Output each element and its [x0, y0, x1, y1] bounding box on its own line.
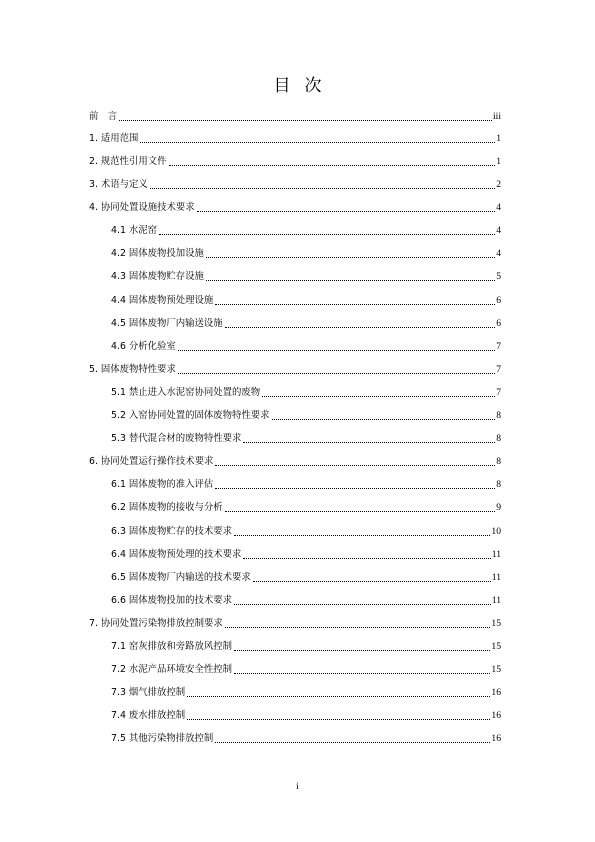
toc-entry-4-5[interactable]	[111, 316, 501, 332]
toc-entry-4[interactable]	[89, 200, 501, 216]
toc-entry-label: 前 言	[89, 111, 118, 122]
toc-entry-7[interactable]	[89, 616, 501, 632]
dot-leader	[169, 165, 496, 166]
toc-entry-7-2[interactable]	[111, 662, 501, 678]
toc-entry-4-2[interactable]	[111, 246, 501, 262]
toc-entry-6-3[interactable]	[111, 524, 501, 540]
toc-entry-5[interactable]	[89, 362, 501, 378]
toc-entry-label: 4.5 固体废物厂内输送设施	[111, 318, 223, 329]
toc-entry-label: 4.2 固体废物投加设施	[111, 248, 204, 259]
toc-entry-label: 5. 固体废物特性要求	[89, 364, 176, 375]
toc-page-number: 15	[491, 641, 501, 652]
dot-leader	[272, 419, 496, 420]
toc-entry-label: 6.4 固体废物预处理的技术要求	[111, 549, 242, 560]
toc-entry-label: 2. 规范性引用文件	[89, 156, 167, 167]
toc-entry-label: 5.3 替代混合材的废物特性要求	[111, 433, 242, 444]
toc-page-number: 1	[496, 156, 501, 167]
toc-entry-label: 4.6 分析化验室	[111, 341, 176, 352]
toc-page-number: 7	[496, 387, 501, 398]
toc-page-number: 15	[491, 664, 501, 675]
dot-leader	[225, 627, 491, 628]
toc-entry-label: 6. 协同处置运行操作技术要求	[89, 456, 214, 467]
toc-entry-label: 7.1 窑灰排放和旁路放风控制	[111, 641, 233, 652]
dot-leader	[234, 604, 491, 605]
dot-leader	[243, 442, 495, 443]
toc-entry-6-6[interactable]	[111, 593, 501, 609]
dot-leader	[234, 650, 490, 651]
toc-entry-label: 3. 术语与定义	[89, 179, 148, 190]
toc-page-number: 15	[491, 618, 501, 629]
toc-page-number: 8	[496, 410, 501, 421]
page-title: 目次	[273, 76, 336, 96]
toc-page-number: 4	[496, 202, 501, 213]
toc-entry-label: 7.3 烟气排放控制	[111, 687, 186, 698]
toc-page-number: 8	[496, 456, 501, 467]
dot-leader	[140, 142, 495, 143]
toc-page-number: 10	[491, 526, 501, 537]
toc-entry-3[interactable]	[89, 177, 501, 193]
dot-leader	[215, 488, 495, 489]
toc-entry-6[interactable]	[89, 454, 501, 470]
toc-entry-7-3[interactable]	[111, 685, 501, 701]
toc-entry-7-5[interactable]	[111, 731, 501, 747]
toc-entry-label: 7. 协同处置污染物排放控制要求	[89, 618, 223, 629]
dot-leader	[119, 120, 492, 121]
toc-entry-5-1[interactable]	[111, 385, 501, 401]
dot-leader	[206, 257, 495, 258]
toc-entry-4-4[interactable]	[111, 293, 501, 309]
toc-page-number: 8	[496, 479, 501, 490]
toc-page-number: 16	[491, 710, 501, 721]
toc-page-number: 1	[496, 133, 501, 144]
toc-entry-label: 4.4 固体废物预处理设施	[111, 295, 214, 306]
toc-entry-2[interactable]	[89, 154, 501, 170]
toc-page-number: 6	[496, 295, 501, 306]
toc-entry-label: 4.3 固体废物贮存设施	[111, 271, 204, 282]
toc-entry-6-1[interactable]	[111, 477, 501, 493]
dot-leader	[159, 234, 495, 235]
toc-page-number: 7	[496, 341, 501, 352]
dot-leader	[243, 558, 490, 559]
toc-entry-4-6[interactable]	[111, 339, 501, 355]
toc-page-number: 2	[496, 179, 501, 190]
toc-entry-label: 1. 适用范围	[89, 133, 139, 144]
toc-entry-5-2[interactable]	[111, 408, 501, 424]
toc-entry-label: 5.2 入窑协同处置的固体废物特性要求	[111, 410, 270, 421]
toc-entry-label: 5.1 禁止进入水泥窑协同处置的废物	[111, 387, 261, 398]
toc-page-number: 11	[491, 595, 501, 606]
page-footer-number: i	[296, 781, 299, 792]
dot-leader	[187, 696, 490, 697]
toc-entry-7-1[interactable]	[111, 639, 501, 655]
dot-leader	[253, 581, 491, 582]
toc-page-number: 6	[496, 318, 501, 329]
toc-page-number: 11	[491, 549, 501, 560]
toc-page-number: 4	[496, 225, 501, 236]
toc-entry-label: 6.5 固体废物厂内输送的技术要求	[111, 572, 251, 583]
dot-leader	[197, 211, 496, 212]
toc-entry-1[interactable]	[89, 131, 501, 147]
toc-entry-label: 7.4 废水排放控制	[111, 710, 186, 721]
toc-entry-5-3[interactable]	[111, 431, 501, 447]
toc-entry-4-3[interactable]	[111, 269, 501, 285]
dot-leader	[215, 465, 495, 466]
dot-leader	[178, 350, 495, 351]
toc-entry-label: 6.1 固体废物的准入评估	[111, 479, 214, 490]
toc-entry-label: 6.6 固体废物投加的技术要求	[111, 595, 233, 606]
dot-leader	[187, 719, 490, 720]
toc-entry-label: 4. 协同处置设施技术要求	[89, 202, 195, 213]
dot-leader	[262, 396, 495, 397]
toc-entry-label: 7.5 其他污染物排放控制	[111, 733, 214, 744]
toc-page-number: 5	[496, 271, 501, 282]
toc-page-number: iii	[493, 111, 501, 122]
toc-entry-6-2[interactable]	[111, 500, 501, 516]
toc-entry-label: 7.2 水泥产品环境安全性控制	[111, 664, 233, 675]
toc-page-number: 7	[496, 364, 501, 375]
dot-leader	[215, 304, 495, 305]
toc-page-number: 16	[491, 733, 501, 744]
toc-entry-label: 6.3 固体废物贮存的技术要求	[111, 526, 233, 537]
toc-entry-6-5[interactable]	[111, 570, 501, 586]
toc-entry-label: 6.2 固体废物的接收与分析	[111, 502, 223, 513]
toc-page-number: 11	[491, 572, 501, 583]
toc-page-number: 4	[496, 248, 501, 259]
dot-leader	[225, 511, 496, 512]
toc-entry-4-1[interactable]	[111, 223, 501, 239]
dot-leader	[178, 373, 495, 374]
toc-page-number: 16	[491, 687, 501, 698]
dot-leader	[234, 673, 490, 674]
toc-page-number: 9	[496, 502, 501, 513]
toc-entry-6-4[interactable]	[111, 547, 501, 563]
dot-leader	[215, 742, 490, 743]
toc-page-number: 8	[496, 433, 501, 444]
toc-entry-label: 4.1 水泥窑	[111, 225, 158, 236]
toc-entry-foreword[interactable]	[89, 109, 501, 125]
toc-entry-7-4[interactable]	[111, 708, 501, 724]
dot-leader	[150, 188, 495, 189]
dot-leader	[206, 280, 495, 281]
dot-leader	[225, 327, 496, 328]
dot-leader	[234, 535, 490, 536]
